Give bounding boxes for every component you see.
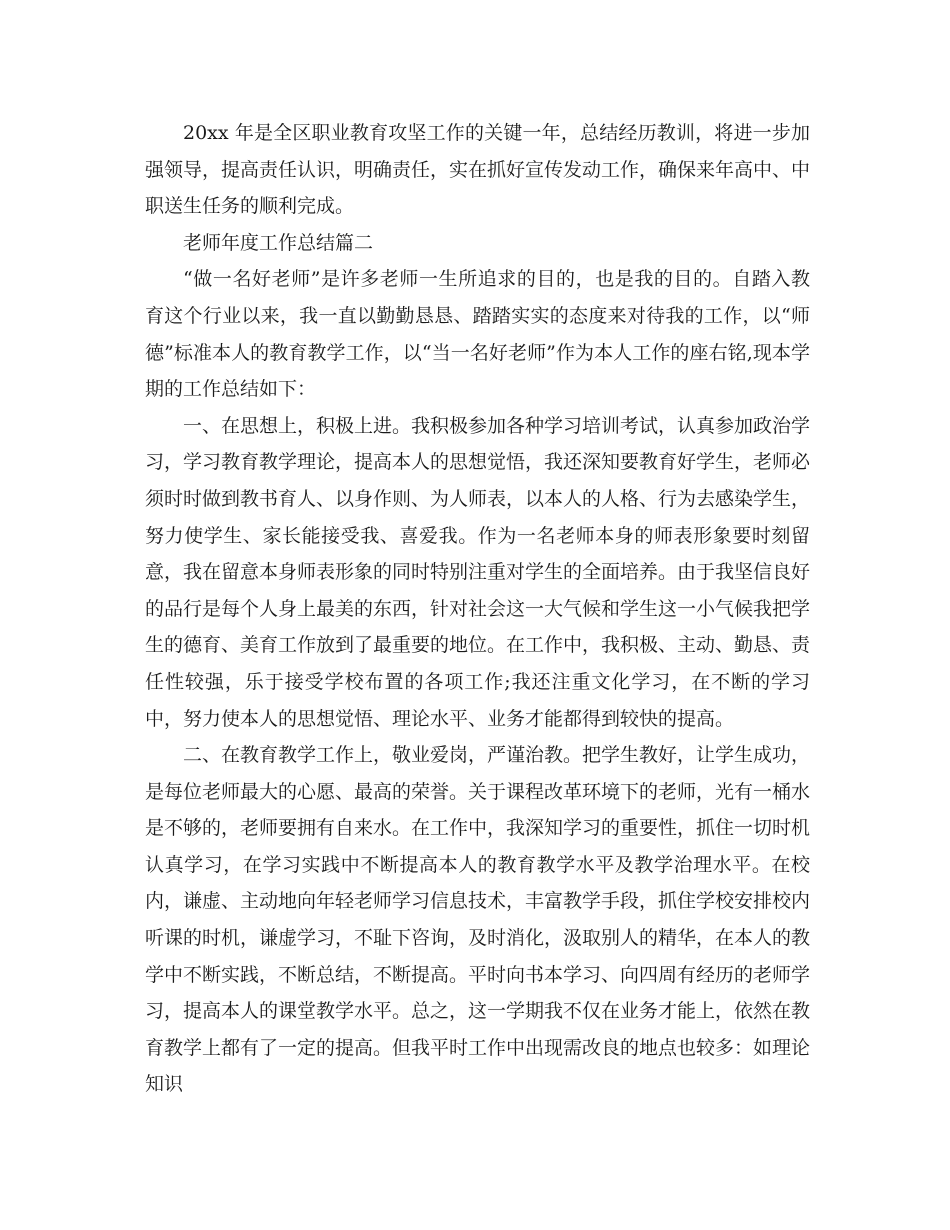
paragraph-teaching: 二、在教育教学工作上，敬业爱岗，严谨治教。把学生教好，让学生成功，是每位老师最大的心愿、最高的荣誉。关于课程改革环境下的老师，光有一桶水是不够的，老师要拥有自来水。在工作中，我深知学习的重要性，抓住一切时机认真学习，在学习实践中不断提高本人的教育教学水平及教学治理水平。在校内，谦虚、主动地向年轻老师学习信息技术，丰富教学手段，抓住学校安排校内听课的时机，谦虚学习，不耻下咨询，及时消化，汲取别人的精华，在本人的教学中不断实践，不断总结，不断提高。平时向书本学习、向四周有经历的老师学习，提高本人的课堂教学水平。总之，这一学期我不仅在业务才能上，依然在教育教学上都有了一定的提高。但我平时工作中出现需改良的地点也较多：如理论知识 [145,744,811,1096]
section-heading: 老师年度工作总结篇二 [183,231,374,254]
document-body [145,115,810,1103]
paragraph-summary-closing: 20xx 年是全区职业教育攻坚工作的关键一年，总结经历教训，将进一步加强领导，提高责任认识，明确责任，实在抓好宣传发动工作，确保来年高中、中职送生任务的顺利完成。 [145,122,811,218]
paragraph-intro: “做一名好老师”是许多老师一生所追求的目的，也是我的目的。自踏入教育这个行业以来，我一直以勤勤恳恳、踏踏实实的态度来对待我的工作，以“师德”标准本人的教育教学工作，以“当一名好老师”作为本人工作的座右铭,现本学期的工作总结如下： [145,268,810,401]
paragraph-ideology: 一、在思想上，积极上进。我积极参加各种学习培训考试，认真参加政治学习，学习教育教学理论，提高本人的思想觉悟，我还深知要教育好学生，老师必须时时做到教书育人、以身作则、为人师表，以本人的人格、行为去感染学生，努力使学生、家长能接受我、喜爱我。作为一名老师本身的师表形象要时刻留意，我在留意本身师表形象的同时特别注重对学生的全面培养。由于我坚信良好的品行是每个人身上最美的东西，针对社会这一大气候和学生这一小气候我把学生的德育、美育工作放到了最重要的地位。在工作中，我积极、主动、勤恳、责任性较强，乐于接受学校布置的各项工作;我还注重文化学习，在不断的学习中，努力使本人的思想觉悟、理论水平、业务才能都得到较快的提高。 [145,414,811,730]
